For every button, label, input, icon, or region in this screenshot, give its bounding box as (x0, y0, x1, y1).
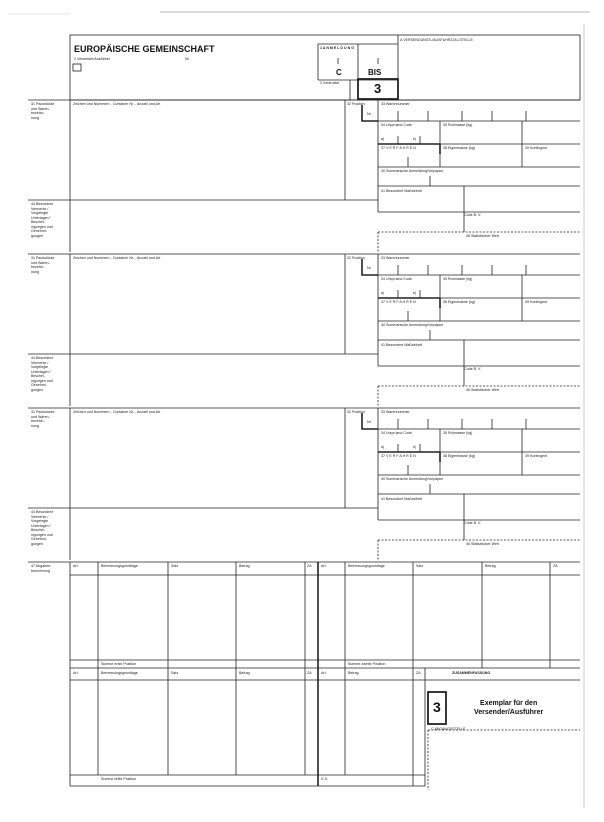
packstuecke-label-3: 31 Packstücke und Waren- bezeich- nung (31, 410, 55, 428)
vordrucke-label: 3 Vordrucke (320, 81, 340, 85)
summarische-label-1: 40 Summarische Anmeldung/Vorpapier (381, 169, 444, 173)
summe-erste: Summe erste Position (101, 662, 137, 666)
ursprung-label-2: 34 Urspr.land Code (381, 277, 412, 281)
za-2: ZA (553, 564, 558, 568)
kontingent-label-2: 39 Kontingent (525, 300, 548, 304)
ursprung-label-3: 34 Urspr.land Code (381, 431, 412, 435)
packstuecke-label-1: 31 Packstücke und Waren- bezeich- nung (31, 102, 55, 120)
summarische-label-2: 40 Summarische Anmeldung/Vorpapier (381, 323, 444, 327)
kontingent-label-1: 39 Kontingent (525, 146, 548, 150)
stat-wert-label-1: 46 Statistischer Wert (466, 234, 500, 238)
exemplar-text: Exemplar für den Versender/Ausführer (474, 700, 544, 716)
mass-label-1: 41 Besondere Maßeinheit (381, 189, 423, 193)
art-4: Art (321, 671, 326, 675)
za-4: ZA (416, 671, 421, 675)
art-1: Art (73, 564, 78, 568)
nr-label-3: Nr. (367, 420, 372, 424)
verfahren-label-1: 37 V E R F A H R E N (381, 146, 416, 150)
code-bv-label-1: Code B. V. (464, 213, 482, 217)
bemessung-3: Bemessungsgrundlage (101, 671, 138, 675)
eigenmasse-label-1: 38 Eigenmasse (kg) (443, 146, 475, 150)
zeichen-label-1: Zeichen und Nummern - Container Nr. - Anzahl und Art (73, 102, 161, 106)
vermerke-label-2: 44 Besondere Vermerke / Vorgelegte Unterlagen / Beschei- nigungen und Genehmi- gungen (31, 356, 54, 392)
ursprung-label-1: 34 Urspr.land Code (381, 123, 412, 127)
betrag-4: Betrag (348, 671, 359, 675)
position-label-3: 32 Position (347, 410, 365, 414)
b-label-1: b| (413, 137, 416, 141)
b-label-2: b| (413, 291, 416, 295)
mass-label-2: 41 Besondere Maßeinheit (381, 343, 423, 347)
satz-3: Satz (171, 671, 179, 675)
abgaben-label: 47 Abgaben- berechnung (31, 564, 52, 573)
rohmasse-label-2: 35 Rohmasse (kg) (443, 277, 473, 281)
bemessung-2: Bemessungsgrundlage (348, 564, 385, 568)
a-label-1: a| (381, 137, 384, 141)
eigenmasse-label-3: 38 Eigenmasse (kg) (443, 454, 475, 458)
art-3: Art (73, 671, 78, 675)
stat-wert-label-2: 46 Statistischer Wert (466, 388, 500, 392)
rohmasse-label-1: 35 Rohmasse (kg) (443, 123, 473, 127)
verfahren-label-3: 37 V E R F A H R E N (381, 454, 416, 458)
vermerke-label-1: 44 Besondere Vermerke / Vorgelegte Unterlagen / Beschei- nigungen und Genehmi- gungen (31, 202, 54, 238)
form-title: EUROPÄISCHE GEMEINSCHAFT (74, 44, 215, 54)
summarische-label-3: 40 Summarische Anmeldung/Vorpapier (381, 477, 444, 481)
art-2: Art (321, 564, 326, 568)
satz-2: Satz (416, 564, 424, 568)
nr-label: Nr. (185, 57, 190, 61)
warennummer-label-3: 33 Warennummer (381, 410, 410, 414)
zeichen-label-2: Zeichen und Nummern - Container Nr. - Anzahl und Art (73, 256, 161, 260)
a-label-3: a| (381, 445, 384, 449)
gs-label: G.S. (321, 777, 329, 781)
betrag-3: Betrag (239, 671, 250, 675)
betrag-2: Betrag (485, 564, 496, 568)
satz-1: Satz (171, 564, 179, 568)
vermerke-label-3: 44 Besondere Vermerke / Vorgelegte Unterlagen / Beschei- nigungen und Genehmi- gungen (31, 510, 54, 546)
versand-label: A VERSENDUNGS-/AUSFUHRZOLLSTELLE (400, 38, 473, 42)
bemessung-1: Bemessungsgrundlage (101, 564, 138, 568)
kontingent-label-3: 39 Kontingent (525, 454, 548, 458)
packstuecke-label-2: 31 Packstücke und Waren- bezeich- nung (31, 256, 55, 274)
rohmasse-label-3: 35 Rohmasse (kg) (443, 431, 473, 435)
nr-label-2: Nr. (367, 266, 372, 270)
summe-zweite: Summe zweite Position (348, 662, 386, 666)
position-label-1: 32 Position (347, 102, 365, 106)
anmeldung-label: 1 A N M E L D U N G (320, 46, 355, 50)
bis-label: BIS (368, 68, 382, 77)
verfahren-label-2: 37 V E R F A H R E N (381, 300, 416, 304)
code-bv-label-2: Code B. V. (464, 367, 482, 371)
vordrucke-value: 3 (374, 81, 382, 96)
warennummer-label-1: 33 Warennummer (381, 102, 410, 106)
za-3: ZA (307, 671, 312, 675)
stat-wert-label-3: 46 Statistischer Wert (466, 542, 500, 546)
betrag-1: Betrag (239, 564, 250, 568)
za-1: ZA (307, 564, 312, 568)
b-label-3: b| (413, 445, 416, 449)
sender-label: 2 Versender/Ausführer (74, 57, 110, 61)
mass-label-3: 41 Besondere Maßeinheit (381, 497, 423, 501)
abgangsstelle: C ABGANGSSTELLE (431, 727, 466, 731)
eigenmasse-label-2: 38 Eigenmasse (kg) (443, 300, 475, 304)
c-letter: C (336, 68, 342, 77)
nr-label-1: Nr. (367, 112, 372, 116)
summe-dritte: Summe dritte Position (101, 777, 137, 781)
zusammenfassung: ZUSAMMENFASSUNG (452, 671, 491, 675)
position-label-2: 32 Position (347, 256, 365, 260)
exemplar-number: 3 (433, 699, 441, 715)
zeichen-label-3: Zeichen und Nummern - Container Nr. - Anzahl und Art (73, 410, 161, 414)
code-bv-label-3: Code B. V. (464, 521, 482, 525)
warennummer-label-2: 33 Warennummer (381, 256, 410, 260)
a-label-2: a| (381, 291, 384, 295)
